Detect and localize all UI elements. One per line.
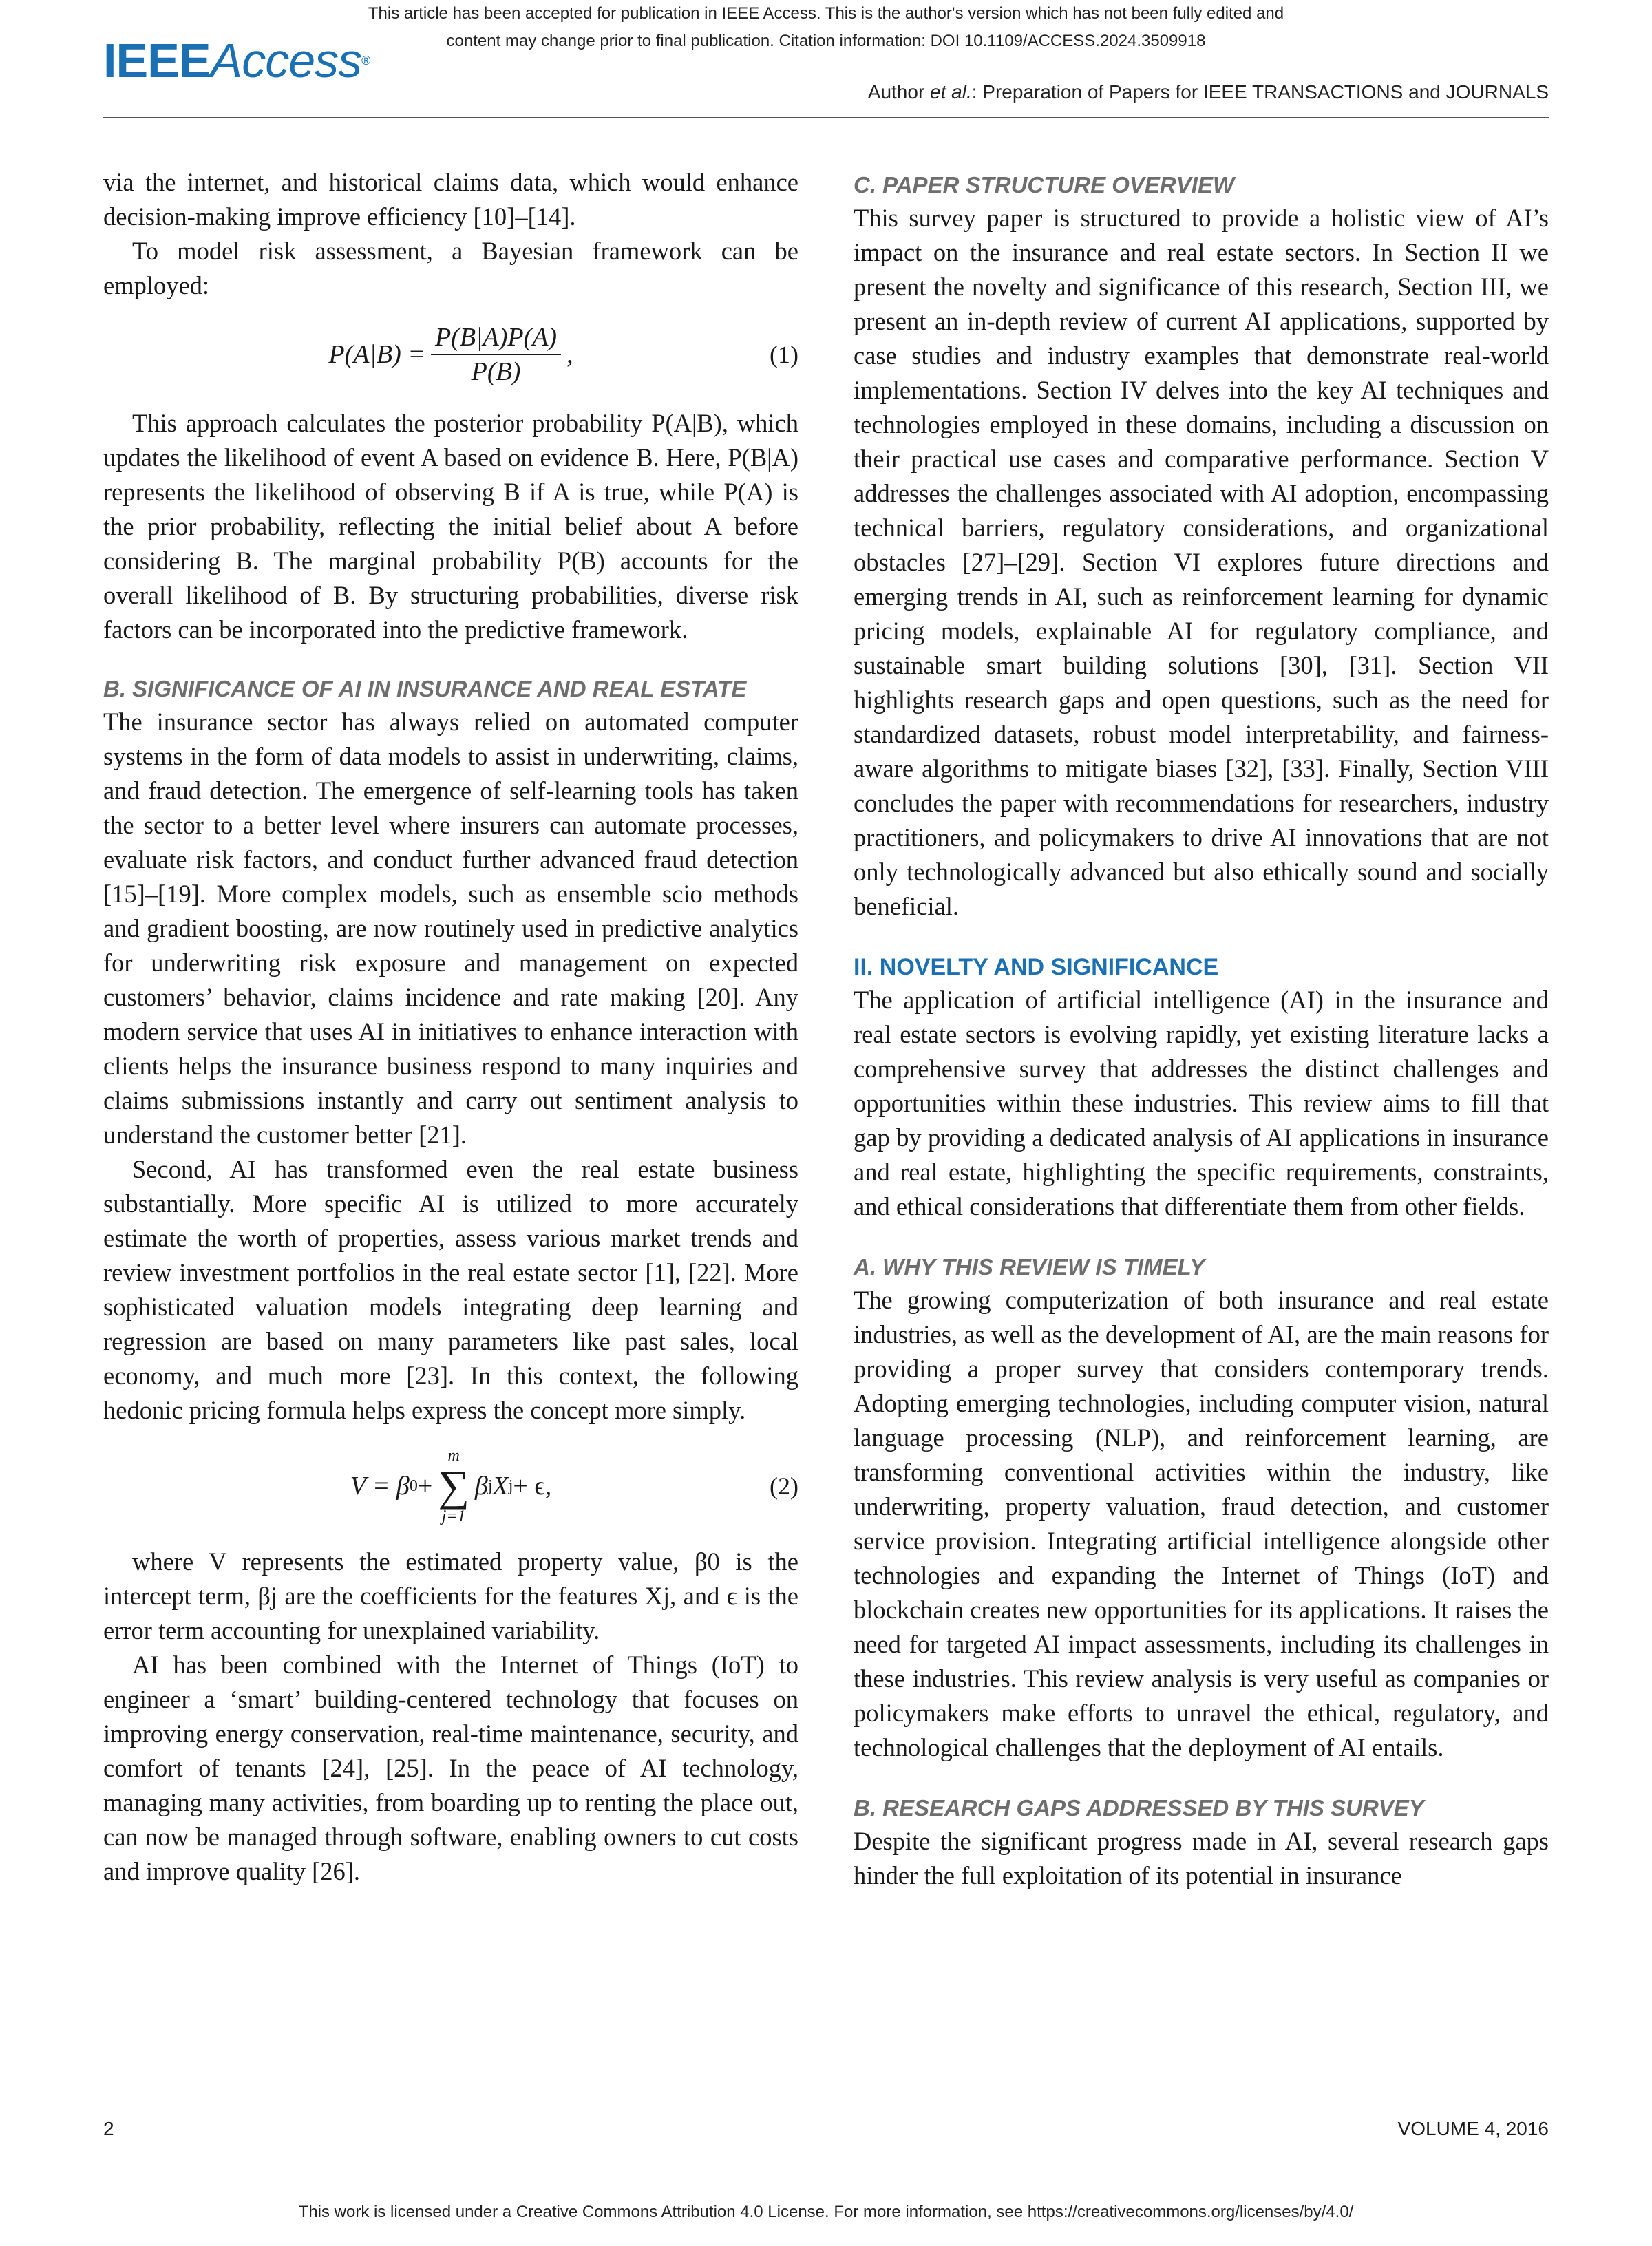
logo-ieee-text: IEEE: [103, 34, 211, 87]
eq2-x: X: [492, 1472, 509, 1501]
eq1-lhs: P(A|B) =: [328, 340, 425, 369]
eq1-numerator: P(B|A)P(A): [431, 322, 561, 355]
eq1-denominator: P(B): [471, 357, 521, 386]
page-number: 2: [103, 2118, 114, 2139]
right-column: [854, 165, 1549, 1893]
equation-1: [103, 303, 798, 406]
section-b2-heading: B. RESEARCH GAPS ADDRESSED BY THIS SURVEY: [854, 1795, 1424, 1821]
equation-2: [103, 1428, 798, 1545]
publication-banner: [206, 0, 1446, 55]
banner-line-1: This article has been accepted for publication in IEEE Access. This is the author's version which has not been fully edited and: [368, 4, 1284, 23]
left-column: [103, 165, 798, 1889]
eq2-upper-limit: m: [447, 1447, 460, 1465]
eq2-plus: +: [417, 1472, 433, 1501]
eq1-tail: ,: [566, 340, 573, 369]
eq2-tail: + ϵ,: [513, 1472, 552, 1501]
right-paragraph-3: The growing computerization of both insurance and real estate industries, as well as the development of AI, are the main reasons for providing a proper survey that considers contemporary trends. Adopting emerging technologies, including computer vision, natural language processing (NLP), and reinforcement learning, are transforming conventional activities within the industry, like underwriting, property valuation, fraud detection, and customer service provision. Integrating artificial intelligence alongside other technologies and expanding the Internet of Things (IoT) and blockchain creates new opportunities for its applications. It raises the need for targeted AI impact assessments, including its challenges in these industries. This review analysis is very useful as companies or policymakers make efforts to unravel the ethical, regulatory, and technological challenges that the deployment of AI entails.: [854, 1286, 1549, 1761]
left-paragraph-4: The insurance sector has always relied on automated computer systems in the form of data models to assist in underwriting, claims, and fraud detection. The emergence of self-learning tools has taken the sector to a better level where insurers can automate processes, evaluate risk factors, and conduct further advanced fraud detection [15]–[19]. More complex models, such as ensemble scio methods and gradient boosting, are now routinely used in predictive analytics for underwriting risk exposure and management on expected customers’ behavior, claims incidence and rate making [20]. Any modern service that uses AI in initiatives to enhance interaction with clients helps the insurance business respond to many inquiries and claims submissions instantly and carry out sentiment analysis to understand the customer better [21].: [103, 708, 798, 1149]
running-header-etal: et al.: [930, 81, 972, 103]
eq2-label: (2): [770, 1472, 798, 1500]
eq2-sigma: ∑: [438, 1461, 469, 1510]
running-header-prefix: Author: [867, 81, 931, 103]
left-paragraph-3: This approach calculates the posterior probability P(A|B), which updates the likelihood of event A based on evidence B. Here, P(B|A) represents the likelihood of observing B if A is true, while P(A) is the prior probability, reflecting the initial belief about A before considering B. The marginal probability P(B) accounts for the overall likelihood of B. By structuring probabilities, diverse risk factors can be incorporated into the predictive framework.: [103, 409, 798, 644]
eq2-lower-limit: j=1: [441, 1507, 466, 1525]
logo-access-text: Access: [210, 34, 362, 87]
right-paragraph-1: This survey paper is structured to provide a holistic view of AI’s impact on the insurance and real estate sectors. In Section II we present the novelty and significance of this research, Section III, we present an in-depth review of current AI applications, supported by case studies and industry examples that demonstrate real-world implementations. Section IV delves into the key AI techniques and technologies employed in these domains, including a discussion on their practical use cases and comparative performance. Section V addresses the challenges associated with AI adoption, encompassing technical barriers, regulatory considerations, and organizational obstacles [27]–[29]. Section VI explores future directions and emerging trends in AI, such as reinforcement learning for dynamic pricing models, explainable AI for regulatory compliance, and sustainable smart building solutions [30], [31]. Section VII highlights research gaps and open questions, such as the need for standardized datasets, robust model interpretability, and fairness-aware algorithms to mitigate biases [32], [33]. Finally, Section VIII concludes the paper with recommendations for researchers, industry practitioners, and policymakers to drive AI innovations that are not only technologically advanced but also ethically sound and socially beneficial.: [854, 204, 1549, 920]
eq2-beta: β: [474, 1472, 488, 1501]
running-header-suffix: : Preparation of Papers for IEEE TRANSACTIONS and JOURNALS: [971, 81, 1549, 103]
left-paragraph-6: where V represents the estimated property value, β0 is the intercept term, βj are the coefficients for the features Xj, and ϵ is the error term accounting for unexplained variability.: [103, 1547, 798, 1644]
volume-label: VOLUME 4, 2016: [1397, 2118, 1549, 2139]
eq1-fraction: [431, 322, 561, 387]
left-paragraph-5: Second, AI has transformed even the real estate business substantially. More specific AI is utilized to more accurately estimate the worth of properties, assess various market trends and review investment portfolios in the real estate sector [1], [22]. More sophisticated valuation models integrating deep learning and regression are based on many parameters like past sales, local economy, and much more [23]. In this context, the following hedonic pricing formula helps express the concept more simply.: [103, 1155, 798, 1424]
section-c-heading: C. PAPER STRUCTURE OVERVIEW: [854, 172, 1235, 198]
license-notice: This work is licensed under a Creative Commons Attribution 4.0 License. For more information, see https://creativecommons.org/licenses/by/4.0/: [298, 2203, 1354, 2221]
eq2-subx: j: [508, 1476, 513, 1495]
section-ii-heading: II. NOVELTY AND SIGNIFICANCE: [854, 954, 1219, 980]
eq2-lhs: V = β: [350, 1472, 410, 1501]
right-paragraph-2: The application of artificial intelligence (AI) in the insurance and real estate sectors is evolving rapidly, yet existing literature lacks a comprehensive survey that addresses the distinct challenges and opportunities within these industries. This review aims to fill that gap by providing a dedicated analysis of AI applications in insurance and real estate, highlighting the specific requirements, constraints, and ethical considerations that differentiate them from other fields.: [854, 986, 1549, 1220]
header-rule: [103, 117, 1549, 118]
banner-line-2: content may change prior to final publication. Citation information: DOI 10.1109/ACCESS.2024.3509918: [446, 32, 1206, 50]
logo-registered-mark: ®: [361, 54, 370, 67]
section-a-heading: A. WHY THIS REVIEW IS TIMELY: [854, 1254, 1205, 1280]
left-paragraph-7: AI has been combined with the Internet of Things (IoT) to engineer a ‘smart’ building-centered technology that focuses on improving energy conservation, real-time maintenance, security, and comfort of tenants [24], [25]. In the peace of AI technology, managing many activities, from boarding up to renting the place out, can now be managed through software, enabling owners to cut costs and improve quality [26].: [103, 1651, 798, 1885]
ieee-access-logo: [103, 33, 370, 88]
section-b-heading: B. SIGNIFICANCE OF AI IN INSURANCE AND REAL ESTATE: [103, 676, 747, 701]
eq2-sub0: 0: [409, 1476, 418, 1495]
right-paragraph-4: Despite the significant progress made in AI, several research gaps hinder the full exploitation of its potential in insurance: [854, 1827, 1549, 1889]
left-paragraph-1: via the internet, and historical claims data, which would enhance decision-making improve efficiency [10]–[14].: [103, 168, 798, 231]
eq2-summation: [438, 1446, 469, 1526]
left-paragraph-2: To model risk assessment, a Bayesian framework can be employed:: [103, 237, 798, 299]
eq2-subj: j: [487, 1476, 493, 1495]
eq1-label: (1): [770, 341, 798, 368]
running-header: [868, 81, 1549, 103]
